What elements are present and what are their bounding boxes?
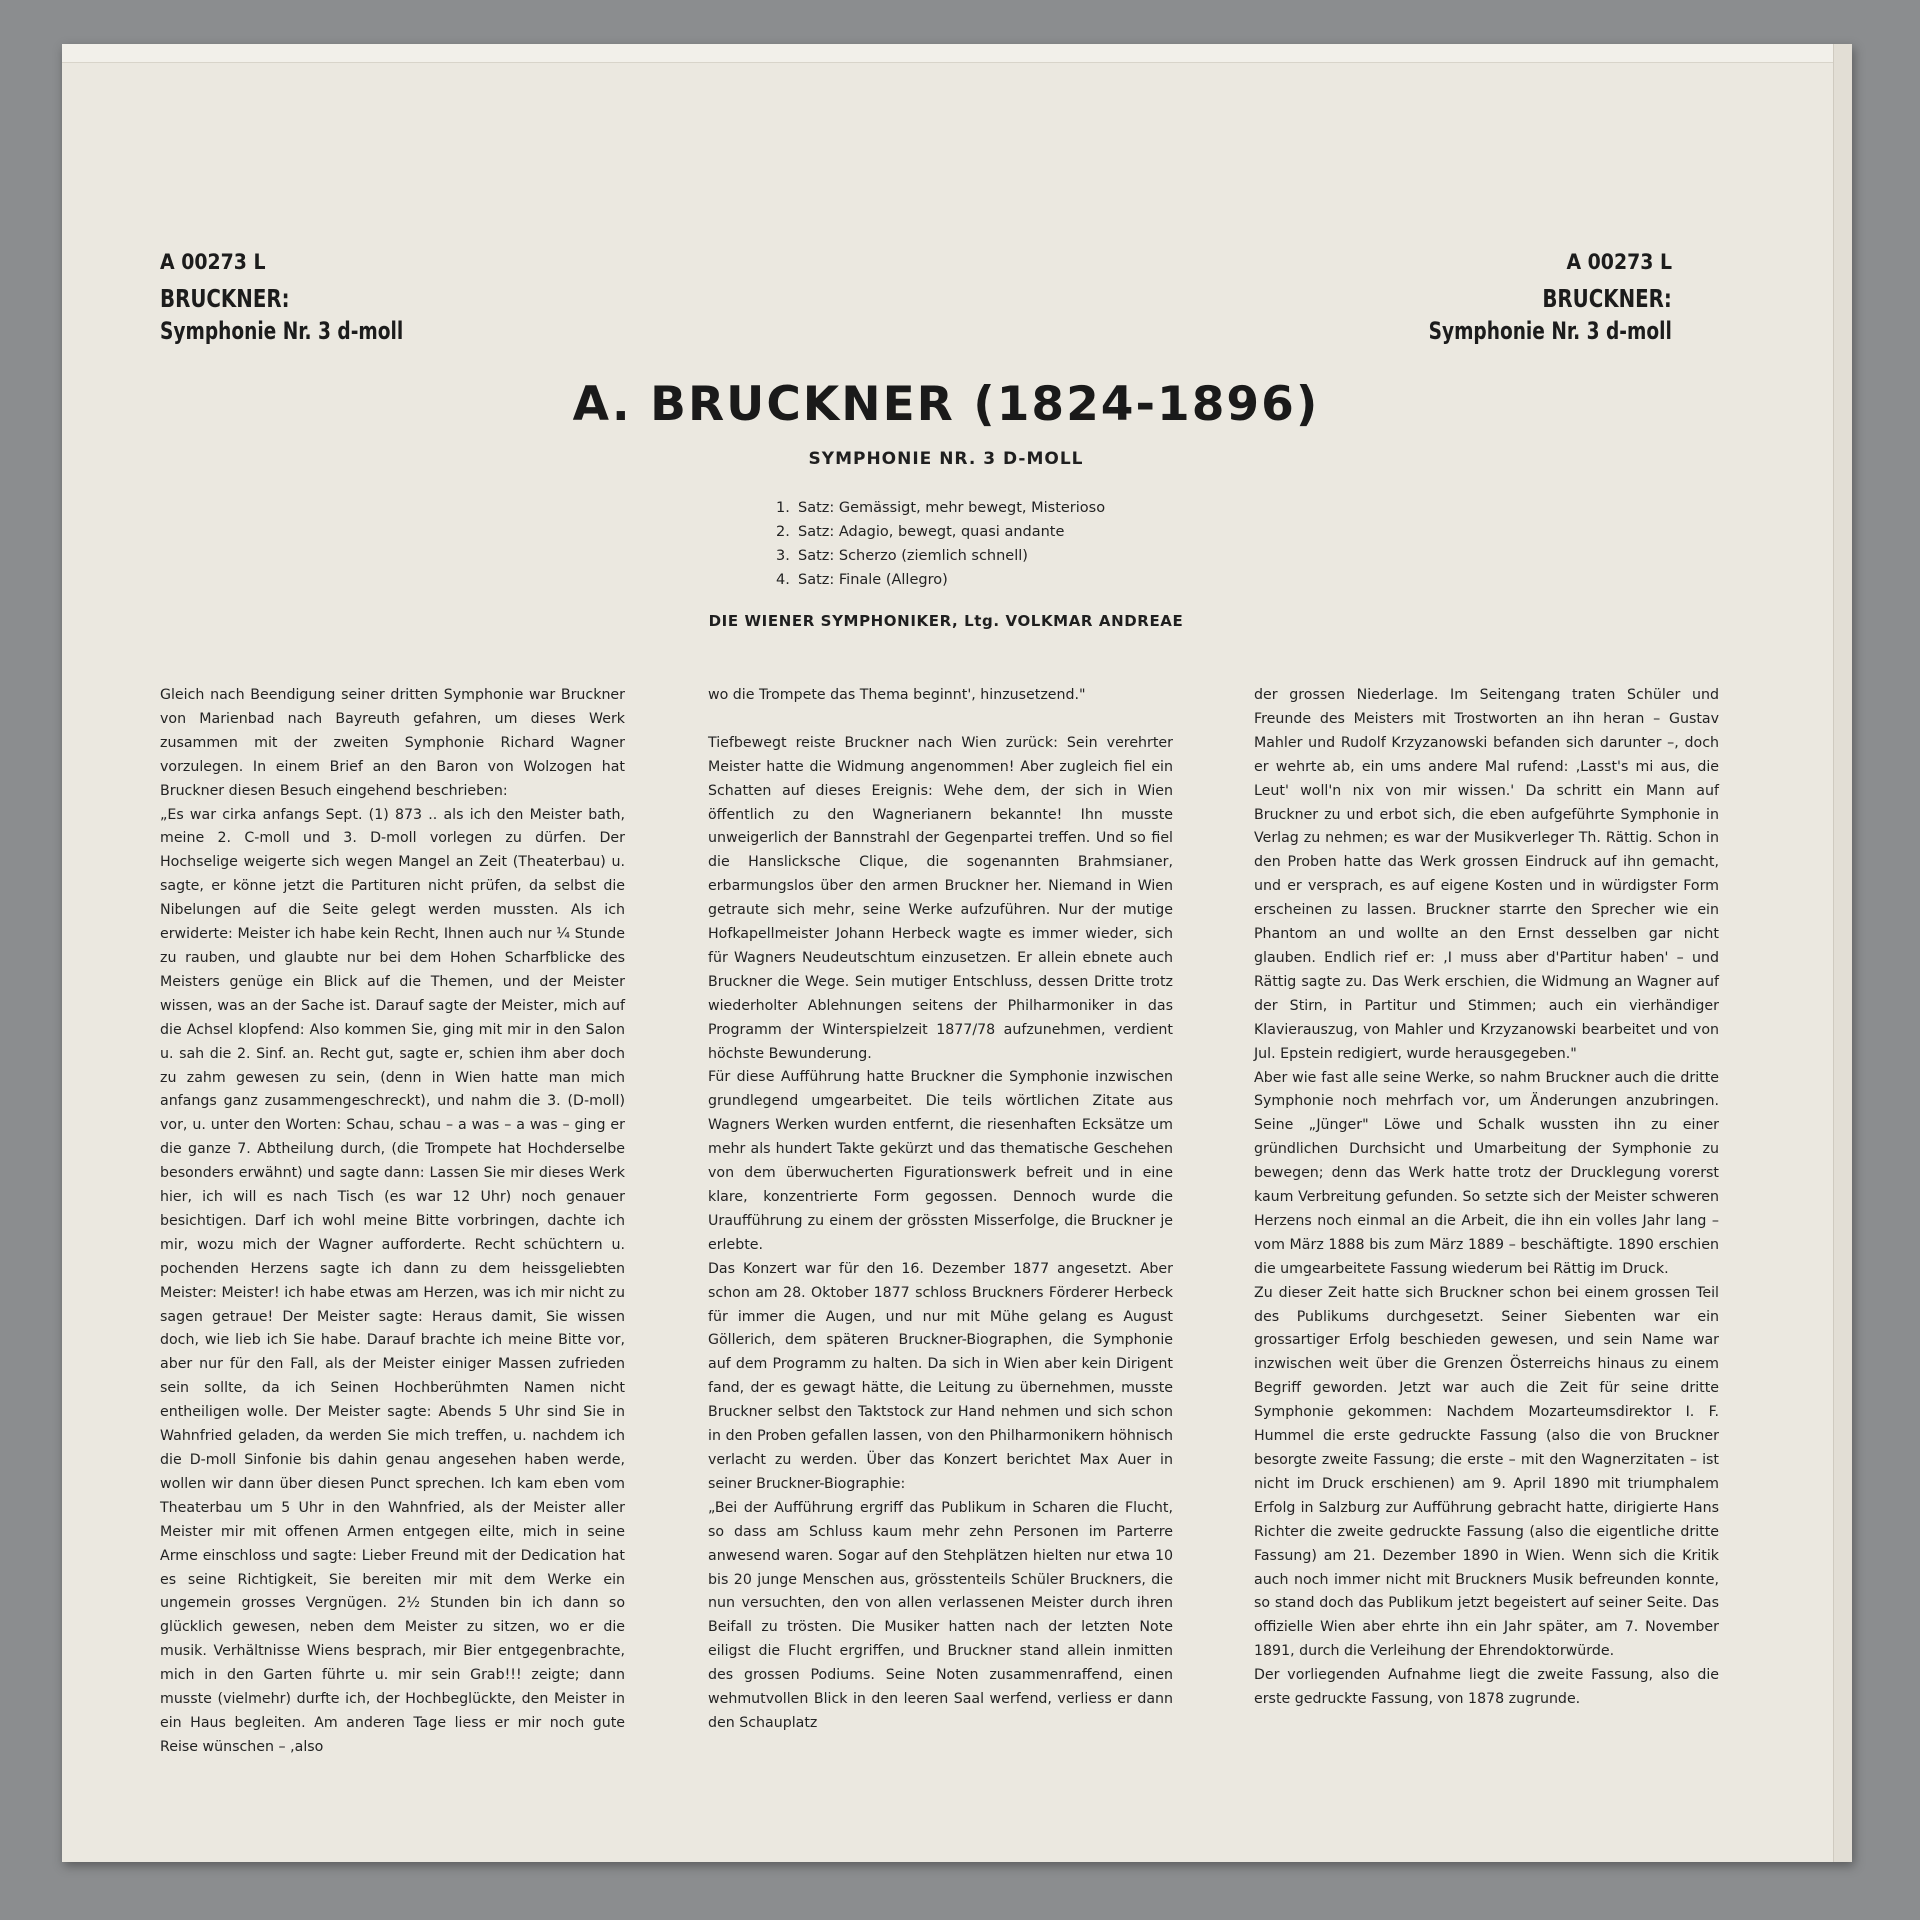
header-left — [160, 250, 443, 345]
text-column-1 — [160, 684, 625, 1760]
movement-item — [776, 520, 1105, 544]
work-title-left: Symphonie Nr. 3 d-moll — [160, 317, 404, 345]
paragraph: Der vorliegenden Aufnahme liegt die zweite Fassung, also die erste gedruckte Fassung, von 1878 zugrunde. — [1254, 1667, 1719, 1708]
text-column-2 — [708, 684, 1173, 1736]
text-column-3 — [1254, 684, 1719, 1712]
movement-item — [776, 568, 1105, 592]
paragraph: Zu dieser Zeit hatte sich Bruckner schon bei einem grossen Teil des Publikums durchgesetzt. Seiner Siebenten war ein grossartiger Erfolg beschieden gewesen, und sein Name war inzwischen weit über die Grenzen Österreichs hinaus zu einem Begriff geworden. Jetzt war auch die Zeit für seine dritte Symphonie gekommen: Nachdem Mozarteumsdirektor I. F. Hummel die erste gedruckte Fassung (also die von Bruckner besorgte zweite Fassung; die erste – mit den Wagnerzitaten – ist nicht im Druck erschienen) am 9. April 1890 mit triumphalem Erfolg in Salzburg zur Aufführung gebracht hatte, dirigierte Hans Richter die zweite gedruckte Fassung (also die eigentliche dritte Fassung) am 21. Dezember 1890 in Wien. Wenn sich die Kritik auch noch immer nicht mit Bruckners Musik befreunden konnte, so stand doch das Publikum jetzt begeistert auf seiner Seite. Das offizielle Wien aber ehrte ihn ein Jahr später, am 7. November 1891, durch die Verleihung der Ehrendoktorwürde. — [1254, 1284, 1719, 1660]
work-title-right: Symphonie Nr. 3 d-moll — [1428, 317, 1672, 345]
catalog-number-right: A 00273 L — [1566, 250, 1672, 274]
composer-left: BRUCKNER: — [160, 284, 290, 313]
orchestra-credit: DIE WIENER SYMPHONIKER, Ltg. VOLKMAR ANDREAE — [708, 612, 1184, 630]
paragraph: Gleich nach Beendigung seiner dritten Symphonie war Bruckner von Marienbad nach Bayreuth gefahren, um dieses Werk zusammen mit der zweiten Symphonie Richard Wagner vorzulegen. In einem Brief an den Baron von Wolzogen hat Bruckner diesen Besuch eingehend beschrieben: — [160, 687, 625, 799]
movement-number: 2. — [776, 524, 790, 540]
movement-text: Satz: Adagio, bewegt, quasi andante — [798, 524, 1065, 540]
paragraph: „Bei der Aufführung ergriff das Publikum in Scharen die Flucht, so dass am Schluss kaum mehr zehn Personen im Parterre anwesend waren. Sogar auf den Stehplätzen hielten nur etwa 10 bis 20 junge Menschen aus, grösstenteils Schüler Bruckners, die nun versuchten, den von allen verlassenen Meister durch ihren Beifall zu trösten. Die Musiker hatten nach der letzten Note eiligst die Flucht ergriffen, und Bruckner stand allein inmitten des grossen Podiums. Seine Noten zusammenraffend, einen wehmutvollen Blick in den leeren Saal werfend, verliess er dann den Schauplatz — [708, 1499, 1173, 1731]
paragraph: wo die Trompete das Thema beginnt', hinzusetzend." — [708, 687, 1086, 703]
paragraph: „Es war cirka anfangs Sept. (1) 873 .. als ich den Meister bath, meine 2. C-moll und 3. D-moll vorlegen zu dürfen. Der Hochselige weigerte sich wegen Mangel an Zeit (Theaterbau) u. sagte, er könne jetzt die Partituren nicht prüfen, da selbst die Nibelungen auf die Seite gelegt werden mussten. Als ich erwiderte: Meister ich habe kein Recht, Ihnen auch nur ¼ Stunde zu rauben, und glaubte nur bei dem Hohen Scharfblicke des Meisters genüge ein Blick auf die Themen, und der Meister wissen, was an der Sache ist. Darauf sagte der Meister, mich auf die Achsel klopfend: Also kommen Sie, ging mit mir in den Salon u. sah die 2. Sinf. an. Recht gut, sagte er, schien ihm aber doch zu zahm gewesen zu sein, (denn in Wien hatte man mich anfangs ganz zusammengeschreckt), und nahm die 3. (D-moll) vor, u. unter den Worten: Schau, schau – a was – a was – ging er die ganze 7. Abtheilung durch, (die Trompete hat Hochderselbe besonders erwähnt) und sagte dann: Lassen Sie mir dieses Werk hier, ich will es nach Tisch (es war 12 Uhr) noch genauer besichtigen. Darf ich wohl meine Bitte vorbringen, dachte ich mir, wozu mich der Wagner aufforderte. Recht schüchtern u. pochenden Herzens sagte ich dann zu dem heissgeliebten Meister: Meister! ich habe etwas am Herzen, was ich mir nicht zu sagen getraue! Der Meister sagte: Heraus damit, Sie wissen doch, wie lieb ich Sie habe. Darauf brachte ich meine Bitte vor, aber nur für den Fall, als der Meister einiger Massen zufrieden sein sollte, da ich Seinen Hochberühmten Namen nicht entheiligen wolle. Der Meister sagte: Abends 5 Uhr sind Sie in Wahnfried geladen, da werden Sie mich treffen, u. nachdem ich die D-moll Sinfonie bis dahin genau angesehen haben werde, wollen wir dann über diesen Punct sprechen. Ich kam eben vom Theaterbau um 5 Uhr in den Wahnfried, als der Meister aller Meister mir mit offenen Armen entgegen eilte, mich in seine Arme einschloss und sagte: Lieber Freund mit der Dedication hat es seine Richtigkeit, Sie bereiten mir mit dem Werke ein ungemein grosses Vergnügen. 2½ Stunden bin ich dann so glücklich gewesen, neben dem Meister zu sitzen, wo er die musik. Verhältnisse Wiens besprach, mir Bier entgegenbrachte, mich in den Garten führte u. mir sein Grab!!! zeigte; dann musste (vielmehr) durfte ich, der Hochbeglückte, den Meister in ein Haus begleiten. Am anderen Tage liess er mir noch gute Reise wünschen – ,also — [160, 806, 625, 1755]
movement-item — [776, 496, 1105, 520]
record-sleeve-back — [62, 44, 1852, 1862]
page-title: A. BRUCKNER (1824-1896) — [572, 377, 1320, 432]
header-right — [1389, 250, 1672, 345]
movement-text: Satz: Finale (Allegro) — [798, 572, 948, 588]
paragraph: der grossen Niederlage. Im Seitengang traten Schüler und Freunde des Meisters mit Trostworten an ihn heran – Gustav Mahler und Rudolf Krzyzanowski befanden sich darunter –, doch er wehrte ab, ein ums andere Mal rufend: ‚Lasst's mi aus, die Leut' woll'n nix von mir wissen.' Da schritt ein Mann auf Bruckner zu und erbot sich, die eben aufgeführte Symphonie in Verlag zu nehmen; es war der Musikverleger Th. Rättig. Schon in den Proben hatte das Werk grossen Eindruck auf ihn gemacht, und er versprach, es auf eigene Kosten und in würdigster Form erscheinen zu lassen. Bruckner starrte den Sprecher wie ein Phantom an und wollte an den Ernst desselben gar nicht glauben. Endlich rief er: ‚I muss aber d'Partitur haben' – und Rättig sagte zu. Das Werk erschien, die Widmung an Wagner auf der Stirn, in Partitur und Stimmen; auch ein vierhändiger Klavierauszug, von Mahler und Krzyzanowski bearbeitet und von Jul. Epstein redigiert, wurde herausgegeben." — [1254, 687, 1719, 1062]
movement-text: Satz: Gemässigt, mehr bewegt, Misterioso — [798, 500, 1106, 516]
movement-item — [776, 544, 1105, 568]
composer-right: BRUCKNER: — [1542, 284, 1672, 313]
paragraph: Aber wie fast alle seine Werke, so nahm Bruckner auch die dritte Symphonie noch mehrfach vor, um Änderungen anzubringen. Seine „Jünger" Löwe und Schalk wussten ihn zu einer gründlichen Durchsicht und Umarbeitung der Symphonie zu bewegen; denn das Werk hatte trotz der Drucklegung vorerst kaum Verbreitung gefunden. So setzte sich der Meister schweren Herzens noch einmal an die Arbeit, die ihn ein volles Jahr lang – vom März 1888 bis zum März 1889 – beschäftigte. 1890 erschien die umgearbeitete Fassung wiederum bei Rättig im Druck. — [1254, 1069, 1719, 1277]
page-subtitle: SYMPHONIE NR. 3 D-MOLL — [808, 449, 1084, 469]
paragraph: Tiefbewegt reiste Bruckner nach Wien zurück: Sein verehrter Meister hatte die Widmung angenommen! Aber zugleich fiel ein Schatten auf dieses Ereignis: Wehe dem, der sich in Wien öffentlich zu den Wagnerianern bekannte! Ihn musste unweigerlich der Bannstrahl der Gegenpartei treffen. Und so fiel die Hanslicksche Clique, die sogenannten Brahmsianer, erbarmungslos über den armen Bruckner her. Niemand in Wien getraute sich mehr, seine Werke aufzuführen. Nur der mutige Hofkapellmeister Johann Herbeck wagte es immer wieder, sich für Wagners Neudeutschtum einzusetzen. Er allein ebnete auch Bruckner die Wege. Sein mutiger Entschluss, dessen Dritte trotz wiederholter Ablehnungen seitens der Philharmoniker in das Programm der Winterspielzeit 1877/78 aufzunehmen, verdient höchste Bewunderung. — [708, 734, 1173, 1062]
movement-text: Satz: Scherzo (ziemlich schnell) — [798, 548, 1028, 564]
movement-list — [776, 496, 1105, 592]
catalog-number-left: A 00273 L — [160, 250, 266, 274]
movement-number: 1. — [776, 500, 790, 516]
movement-number: 4. — [776, 572, 790, 588]
movement-number: 3. — [776, 548, 790, 564]
paragraph: Für diese Aufführung hatte Bruckner die Symphonie inzwischen grundlegend umgearbeitet. Die teils wörtlichen Zitate aus Wagners Werken wurden entfernt, die riesenhaften Ecksätze um mehr als hundert Takte gekürzt und das thematische Geschehen von dem überwucherten Figurationswerk befreit und in eine klare, konzentrierte Form gegossen. Dennoch wurde die Uraufführung zu einem der grössten Misserfolge, die Bruckner je erlebte. — [708, 1069, 1173, 1253]
paragraph: Das Konzert war für den 16. Dezember 1877 angesetzt. Aber schon am 28. Oktober 1877 schloss Bruckners Förderer Herbeck für immer die Augen, und nur mit Mühe gelang es August Göllerich, dem späteren Bruckner-Biographen, die Symphonie auf dem Programm zu halten. Da sich in Wien aber kein Dirigent fand, der es gewagt hätte, die Leitung zu übernehmen, musste Bruckner selbst den Taktstock zur Hand nehmen und sich schon in den Proben gefallen lassen, von den Philharmonikern höhnisch verlacht zu werden. Über das Konzert berichtet Max Auer in seiner Bruckner-Biographie: — [708, 1260, 1173, 1492]
